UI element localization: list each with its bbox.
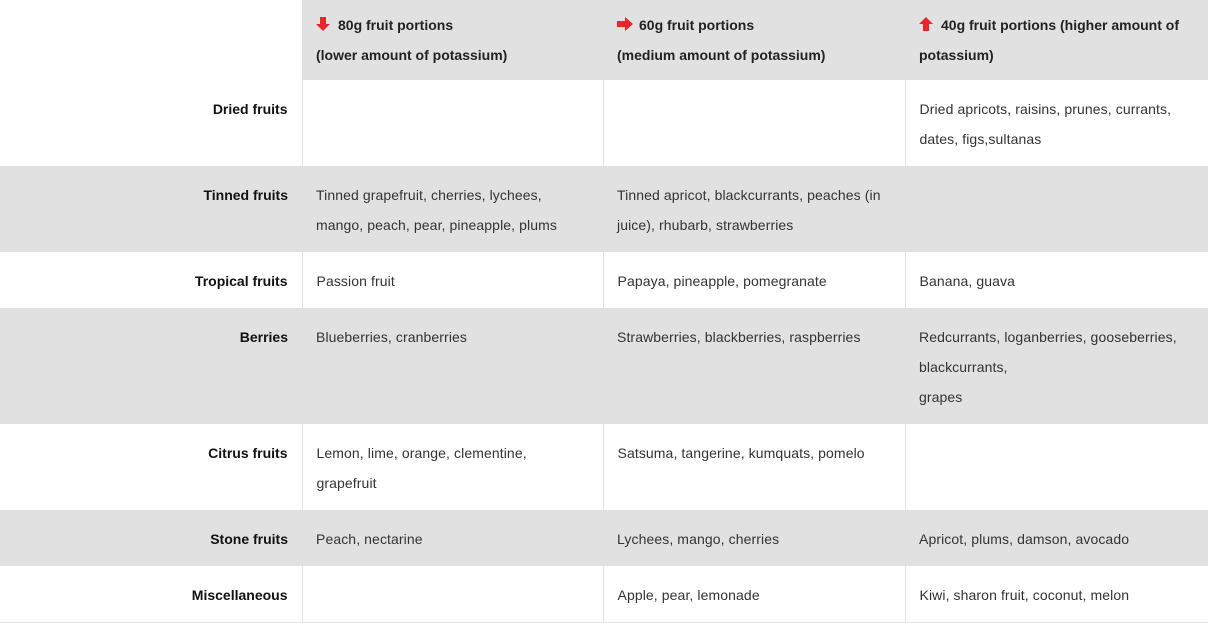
row-category: Miscellaneous xyxy=(0,566,302,623)
low-cell: Blueberries, cranberries xyxy=(302,308,603,424)
row-category: Tropical fruits xyxy=(0,252,302,308)
high-cell-line: grapes xyxy=(919,389,963,405)
header-low-title: 80g fruit portions xyxy=(338,17,454,33)
row-category: Dried fruits xyxy=(0,80,302,166)
low-cell xyxy=(302,80,603,166)
arrow-up-icon xyxy=(919,17,933,31)
header-corner-cell xyxy=(0,0,302,80)
high-cell: Banana, guava xyxy=(905,252,1208,308)
table-row xyxy=(0,80,1208,166)
row-category: Stone fruits xyxy=(0,510,302,566)
high-cell-line: Redcurrants, loganberries, gooseberries, blackcurrants, xyxy=(919,329,1177,375)
table-row xyxy=(0,252,1208,308)
header-low-subtitle: (lower amount of potassium) xyxy=(316,47,508,63)
medium-cell xyxy=(603,80,905,166)
high-cell: Kiwi, sharon fruit, coconut, melon xyxy=(905,566,1208,623)
low-cell: Passion fruit xyxy=(302,252,603,308)
medium-cell: Strawberries, blackberries, raspberries xyxy=(603,308,905,424)
header-high-title: 40g fruit portions (higher amount of xyxy=(941,17,1179,33)
header-medium-title: 60g fruit portions xyxy=(639,17,755,33)
header-low-potassium xyxy=(302,0,603,80)
row-category: Berries xyxy=(0,308,302,424)
table-row xyxy=(0,510,1208,566)
medium-cell: Papaya, pineapple, pomegranate xyxy=(603,252,905,308)
header-medium-potassium xyxy=(603,0,905,80)
low-cell: Tinned grapefruit, cherries, lychees, mango, peach, pear, pineapple, plums xyxy=(302,166,603,252)
low-cell: Lemon, lime, orange, clementine, grapefruit xyxy=(302,424,603,510)
row-category: Citrus fruits xyxy=(0,424,302,510)
arrow-down-icon xyxy=(316,17,330,31)
arrow-right-icon xyxy=(617,17,631,31)
header-high-subtitle: potassium) xyxy=(919,47,994,63)
medium-cell: Tinned apricot, blackcurrants, peaches (in juice), rhubarb, strawberries xyxy=(603,166,905,252)
table-header-row xyxy=(0,0,1208,80)
table-row xyxy=(0,566,1208,623)
low-cell: Peach, nectarine xyxy=(302,510,603,566)
low-cell xyxy=(302,566,603,623)
header-medium-subtitle: (medium amount of potassium) xyxy=(617,47,826,63)
medium-cell: Apple, pear, lemonade xyxy=(603,566,905,623)
medium-cell: Lychees, mango, cherries xyxy=(603,510,905,566)
high-cell: Dried apricots, raisins, prunes, currants, dates, figs,sultanas xyxy=(905,80,1208,166)
high-cell xyxy=(905,166,1208,252)
table-row xyxy=(0,424,1208,510)
table-row xyxy=(0,166,1208,252)
medium-cell: Satsuma, tangerine, kumquats, pomelo xyxy=(603,424,905,510)
high-cell: Apricot, plums, damson, avocado xyxy=(905,510,1208,566)
row-category: Tinned fruits xyxy=(0,166,302,252)
high-cell xyxy=(905,424,1208,510)
high-cell xyxy=(905,308,1208,424)
table-row xyxy=(0,308,1208,424)
header-high-potassium xyxy=(905,0,1208,80)
